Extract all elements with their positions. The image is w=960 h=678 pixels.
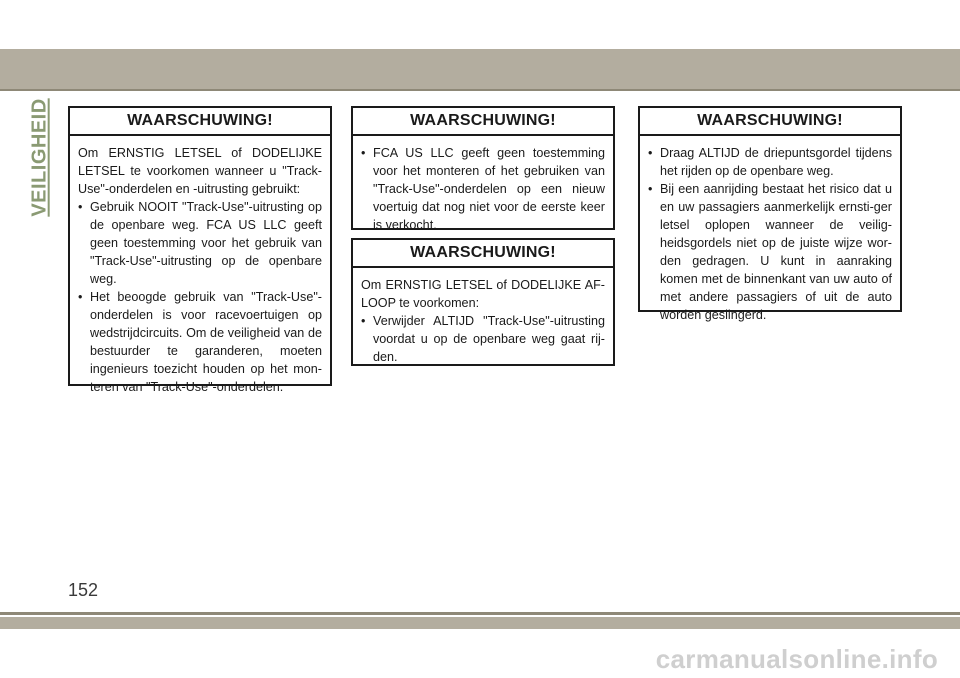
warning-box-remove-equipment: [351, 238, 615, 366]
bullet-icon: •: [648, 182, 653, 196]
list-item-text: Verwijder ALTIJD "Track-Use"-uitrusting voordat u op de openbare weg gaat rij-den.: [373, 314, 605, 364]
warning-body: [70, 136, 330, 402]
list-item: [361, 312, 605, 366]
list-item-text: Draag ALTIJD de driepuntsgordel tijdens het rijden op de openbare weg.: [660, 146, 892, 178]
section-tab-label: VEILIGHEID: [28, 97, 51, 217]
warning-body: [353, 136, 613, 240]
bullet-icon: •: [78, 200, 83, 214]
list-item-text: FCA US LLC geeft geen toestemming voor het monteren of het gebruiken van "Track-Use"-onderdelen op een nieuw voertuig dat nog niet voor de eerste keer is verkocht.: [373, 146, 605, 232]
page-number: 152: [68, 580, 99, 600]
bullet-icon: •: [361, 146, 366, 160]
warning-intro: Om ERNSTIG LETSEL of DODELIJKE AF-LOOP te voorkomen:: [361, 278, 605, 310]
warning-body: [353, 268, 613, 372]
warning-list: [361, 312, 605, 366]
warning-list: [78, 198, 322, 396]
list-item-text: Gebruik NOOIT "Track-Use"-uitrusting op de openbare weg. FCA US LLC geeft geen toestemming voor het gebruik van "Track-Use"-uitrusting op de openbare weg.: [90, 200, 322, 286]
warning-box-seatbelt: [638, 106, 902, 322]
watermark: carmanualsonline.info: [655, 644, 938, 674]
header-band: [0, 49, 960, 89]
list-item: [361, 144, 605, 234]
warning-heading: WAARSCHUWING!: [353, 240, 613, 268]
warning-heading: WAARSCHUWING!: [353, 108, 613, 136]
warning-heading: WAARSCHUWING!: [70, 108, 330, 136]
warning-box-new-vehicle: [351, 106, 615, 230]
list-item: [78, 288, 322, 396]
warning-list: [648, 144, 892, 324]
bullet-icon: •: [361, 314, 366, 328]
list-item: [78, 198, 322, 288]
list-item: [648, 180, 892, 324]
section-tab: [28, 98, 52, 216]
bullet-icon: •: [648, 146, 653, 160]
list-item-text: Bij een aanrijding bestaat het risico dat u en uw passagiers aanmerkelijk ernsti-ger letsel oplopen wanneer de veilig-heidsgordels niet op de juiste wijze wor-den gedragen. U kunt in aanraking komen met de binnenkant van uw auto of met andere passagiers of uit de auto worden geslingerd.: [660, 182, 892, 322]
warning-body: [640, 136, 900, 330]
warning-box-track-use: [68, 106, 332, 394]
footer-band: [0, 617, 960, 629]
bullet-icon: •: [78, 290, 83, 304]
warning-intro: Om ERNSTIG LETSEL of DODELIJKE LETSEL te voorkomen wanneer u "Track-Use"-onderdelen en -uitrusting gebruikt:: [78, 146, 322, 196]
warning-heading: WAARSCHUWING!: [640, 108, 900, 136]
warning-list: [361, 144, 605, 234]
footer-rule: [0, 612, 960, 615]
list-item: [648, 144, 892, 180]
header-rule: [0, 89, 960, 91]
list-item-text: Het beoogde gebruik van "Track-Use"-onderdelen is voor racevoertuigen op wedstrijdcircuits. Om de veiligheid van de bestuurder te garanderen, moeten ingenieurs toezicht houden op het mon-teren van "Track-Use"-onderdelen.: [90, 290, 322, 394]
